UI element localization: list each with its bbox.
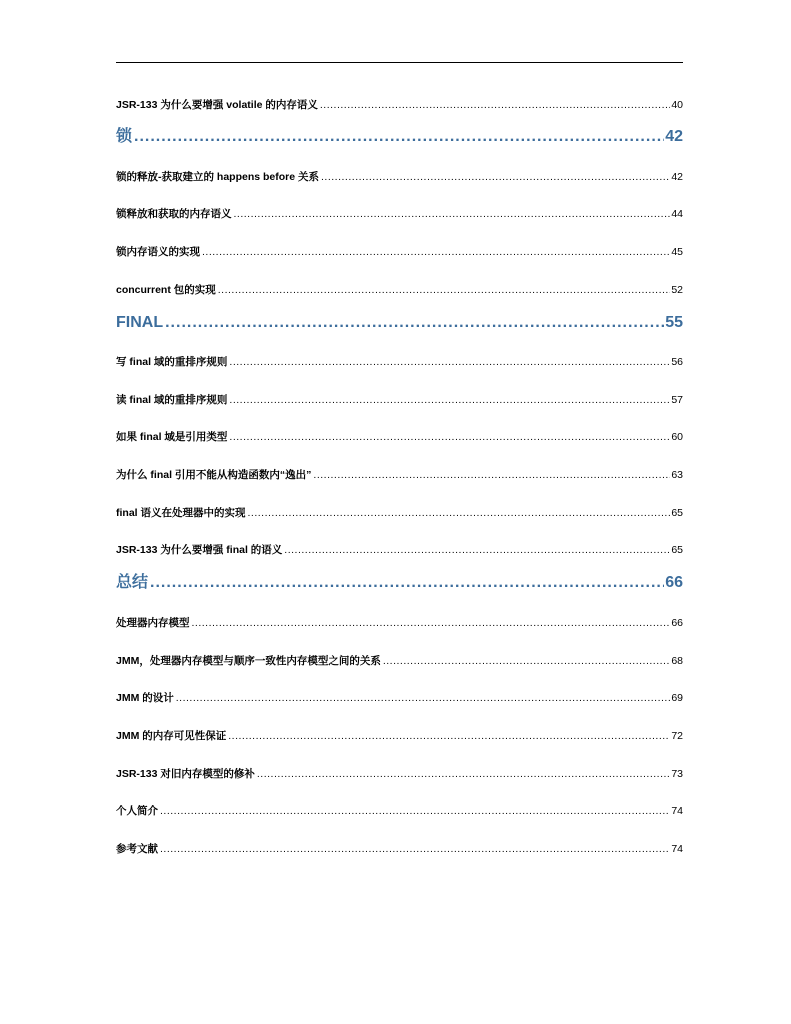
toc-leader-dots (257, 767, 670, 781)
toc-entry-title: 锁释放和获取的内存语义 (116, 208, 232, 220)
toc-entry-page: 60 (671, 431, 683, 443)
toc-entry-title: JMM，处理器内存模型与顺序一致性内存模型之间的关系 (116, 655, 381, 667)
toc-entry-title: 锁内存语义的实现 (116, 246, 200, 258)
toc-leader-dots (165, 312, 664, 334)
toc-leader-dots (218, 283, 671, 297)
toc-leader-dots (313, 468, 670, 482)
toc-entry-title: 个人简介 (116, 805, 158, 817)
toc-leader-dots (321, 170, 670, 184)
toc-entry-page: 42 (671, 171, 683, 183)
toc-leader-dots (202, 245, 670, 259)
toc-entry-jmm-visibility[interactable] (116, 729, 683, 743)
toc-entry-jmm-design[interactable] (116, 691, 683, 705)
toc-leader-dots (383, 654, 670, 668)
toc-entry-page: 73 (671, 768, 683, 780)
toc-entry-page: 66 (671, 617, 683, 629)
toc-entry-title: JMM 的设计 (116, 692, 174, 704)
toc-entry-jsr133-final[interactable] (116, 543, 683, 557)
toc-entry-title: 写 final 域的重排序规则 (116, 356, 228, 368)
toc-entry-page: 65 (671, 507, 683, 519)
toc-entry-page: 69 (671, 692, 683, 704)
toc-entry-jsr133-volatile[interactable] (116, 98, 683, 112)
toc-entry-lock-memory-semantics[interactable] (116, 207, 683, 221)
toc-leader-dots (134, 126, 664, 148)
toc-chapter-lock[interactable] (116, 126, 683, 148)
toc-entry-page: 44 (671, 208, 683, 220)
toc-entry-lock-implementation[interactable] (116, 245, 683, 259)
toc-entry-final-reference[interactable] (116, 430, 683, 444)
toc-entry-final-escape[interactable] (116, 468, 683, 482)
toc-chapter-summary[interactable] (116, 572, 683, 594)
toc-entry-jsr133-fixes[interactable] (116, 767, 683, 781)
toc-entry-final-processor[interactable] (116, 506, 683, 520)
toc-leader-dots (284, 543, 670, 557)
toc-entry-title: 参考文献 (116, 843, 158, 855)
toc-entry-title: 为什么 final 引用不能从构造函数内“逸出” (116, 469, 312, 481)
toc-entry-page: 40 (671, 99, 683, 111)
toc-leader-dots (192, 616, 671, 630)
toc-entry-title: JSR-133 为什么要增强 volatile 的内存语义 (116, 99, 318, 111)
toc-entry-page: 63 (671, 469, 683, 481)
toc-leader-dots (229, 430, 670, 444)
toc-entry-title: JMM 的内存可见性保证 (116, 730, 227, 742)
toc-leader-dots (150, 572, 664, 594)
toc-leader-dots (248, 506, 671, 520)
toc-entry-page: 74 (671, 805, 683, 817)
toc-entry-title: final 语义在处理器中的实现 (116, 507, 246, 519)
toc-entry-page: 65 (671, 544, 683, 556)
table-of-contents (116, 0, 683, 1024)
toc-leader-dots (160, 804, 670, 818)
toc-chapter-title: FINAL (116, 314, 164, 331)
toc-entry-title: JSR-133 对旧内存模型的修补 (116, 768, 255, 780)
toc-entry-page: 57 (671, 394, 683, 406)
toc-entry-title: 如果 final 域是引用类型 (116, 431, 228, 443)
toc-entry-title: 处理器内存模型 (116, 617, 190, 629)
toc-chapter-page: 55 (665, 314, 683, 331)
toc-entry-title: 读 final 域的重排序规则 (116, 394, 228, 406)
toc-entry-page: 72 (671, 730, 683, 742)
toc-leader-dots (229, 355, 670, 369)
toc-entry-page: 45 (671, 246, 683, 258)
toc-chapter-page: 42 (665, 128, 683, 145)
toc-entry-title: concurrent 包的实现 (116, 284, 216, 296)
toc-entry-title: 锁的释放-获取建立的 happens before 关系 (116, 171, 320, 183)
toc-entry-page: 52 (671, 284, 683, 296)
toc-entry-jmm-relationship[interactable] (116, 654, 683, 668)
toc-chapter-final[interactable] (116, 312, 683, 334)
toc-entry-page: 68 (671, 655, 683, 667)
toc-entry-read-final[interactable] (116, 393, 683, 407)
toc-entry-processor-memory-model[interactable] (116, 616, 683, 630)
toc-entry-title: JSR-133 为什么要增强 final 的语义 (116, 544, 283, 556)
toc-entry-write-final[interactable] (116, 355, 683, 369)
toc-leader-dots (160, 842, 670, 856)
toc-entry-page: 56 (671, 356, 683, 368)
toc-leader-dots (228, 729, 670, 743)
toc-chapter-page: 66 (665, 574, 683, 591)
toc-chapter-title: 总结 (116, 574, 149, 591)
toc-leader-dots (176, 691, 671, 705)
toc-entry-concurrent-package[interactable] (116, 283, 683, 297)
toc-leader-dots (234, 207, 671, 221)
toc-entry-lock-happens-before[interactable] (116, 170, 683, 184)
toc-leader-dots (320, 98, 670, 112)
toc-entry-page: 74 (671, 843, 683, 855)
toc-chapter-title: 锁 (116, 128, 133, 145)
toc-entry-author-bio[interactable] (116, 804, 683, 818)
toc-entry-references[interactable] (116, 842, 683, 856)
toc-leader-dots (229, 393, 670, 407)
